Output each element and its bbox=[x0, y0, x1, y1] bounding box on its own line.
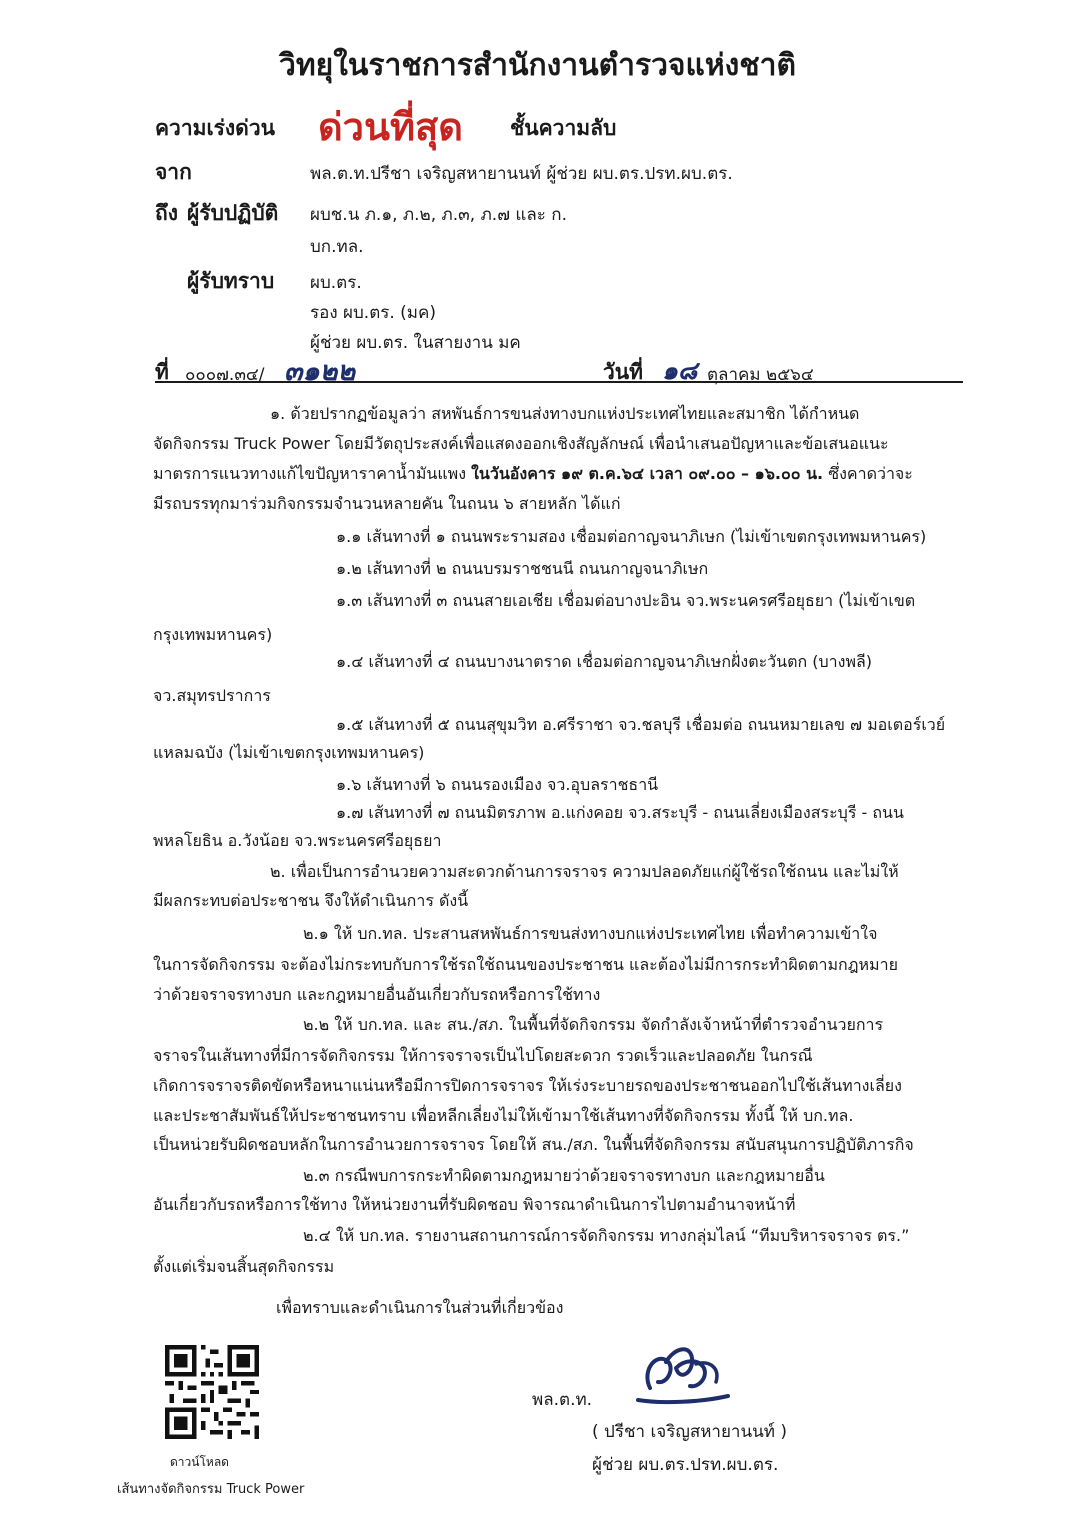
route-5-line1: ๑.๕ เส้นทางที่ ๕ ถนนสุขุมวิท อ.ศรีราชา จว.ชลบุรี เชื่อมต่อ ถนนหมายเลข ๗ มอเตอร์เวย์ bbox=[336, 715, 946, 734]
document-title: วิทยุในราชการสำนักงานตำรวจแห่งชาติ bbox=[279, 48, 796, 83]
urgency-stamp: ด่วนที่สุด bbox=[318, 104, 463, 149]
route-7-line2: พหลโยธิน อ.วังน้อย จว.พระนครศรีอยุธยา bbox=[153, 831, 442, 850]
header-divider bbox=[155, 381, 963, 383]
para1-line1: ๑. ด้วยปรากฏข้อมูลว่า สหพันธ์การขนส่งทางบกแห่งประเทศไทยและสมาชิก ได้กำหนด bbox=[270, 404, 860, 423]
para1-line3a: มาตรการแนวทางแก้ไขปัญหาราคาน้ำมันแพง bbox=[153, 464, 472, 483]
ref-prefix: ๐๐๐๗.๓๔/ bbox=[185, 365, 265, 385]
item-2-3-line1: ๒.๓ กรณีพบการกระทำผิดตามกฎหมายว่าด้วยจราจรทางบก และกฎหมายอื่น bbox=[303, 1166, 825, 1185]
date-month-year: ตุลาคม ๒๕๖๔ bbox=[707, 365, 814, 385]
handwritten-signature bbox=[632, 1338, 732, 1406]
recipient-label: ผู้รับทราบ bbox=[187, 269, 275, 293]
signer-position: ผู้ช่วย ผบ.ตร.ปรท.ผบ.ตร. bbox=[592, 1455, 779, 1475]
recipient-line2: รอง ผบ.ตร. (มค) bbox=[310, 303, 437, 323]
event-datetime: ในวันอังคาร ๑๙ ต.ค.๖๔ เวลา ๐๙.๐๐ – ๑๖.๐๐ น. bbox=[471, 464, 824, 483]
route-2: ๑.๒ เส้นทางที่ ๒ ถนนบรมราชชนนี ถนนกาญจนาภิเษก bbox=[336, 559, 709, 578]
from-value: พล.ต.ท.ปรีชา เจริญสหายานนท์ ผู้ช่วย ผบ.ตร.ปรท.ผบ.ตร. bbox=[310, 164, 733, 184]
item-2-1-line2: ในการจัดกิจกรรม จะต้องไม่กระทบกับการใช้รถใช้ถนนของประชาชน และต้องไม่มีการกระทำผิดตามกฎหมาย bbox=[153, 955, 898, 974]
item-2-1-line1: ๒.๑ ให้ บก.ทล. ประสานสหพันธ์การขนส่งทางบกแห่งประเทศไทย เพื่อทำความเข้าใจ bbox=[303, 924, 878, 943]
item-2-4-line1: ๒.๔ ให้ บก.ทล. รายงานสถานการณ์การจัดกิจกรรม ทางกลุ่มไลน์ “ทีมบริหารจราจร ตร.” bbox=[303, 1226, 910, 1245]
qr-caption-2: เส้นทางจัดกิจกรรม Truck Power bbox=[117, 1482, 305, 1497]
para1-line4: มีรถบรรทุกมาร่วมกิจกรรมจำนวนหลายคัน ในถนน ๖ สายหลัก ได้แก่ bbox=[153, 494, 621, 513]
qr-caption-1: ดาวน์โหลด bbox=[170, 1455, 229, 1469]
qr-code[interactable] bbox=[165, 1345, 259, 1439]
item-2-2-line3: เกิดการจราจรติดขัดหรือหนาแน่นหรือมีการปิดการจราจร ให้เร่งระบายรถของประชาชนออกไปใช้เส้นทางเลี่ยง bbox=[153, 1076, 902, 1095]
route-6: ๑.๖ เส้นทางที่ ๖ ถนนรองเมือง จว.อุบลราชธานี bbox=[336, 775, 659, 794]
para1-line3c: ซึ่งคาดว่าจะ bbox=[823, 464, 913, 483]
secrecy-label: ชั้นความลับ bbox=[510, 116, 617, 140]
para2-line2: มีผลกระทบต่อประชาชน จึงให้ดำเนินการ ดังนี้ bbox=[153, 891, 469, 910]
signer-rank: พล.ต.ท. bbox=[532, 1390, 593, 1410]
closing-line: เพื่อทราบและดำเนินการในส่วนที่เกี่ยวข้อง bbox=[276, 1298, 564, 1317]
date-day-handwritten: ๑๘ bbox=[662, 356, 698, 385]
route-1: ๑.๑ เส้นทางที่ ๑ ถนนพระรามสอง เชื่อมต่อกาญจนาภิเษก (ไม่เข้าเขตกรุงเทพมหานคร) bbox=[336, 527, 927, 546]
route-4-line1: ๑.๔ เส้นทางที่ ๔ ถนนบางนาตราด เชื่อมต่อกาญจนาภิเษกฝั่งตะวันตก (บางพลี) bbox=[336, 652, 873, 671]
ref-label: ที่ bbox=[155, 360, 169, 384]
item-2-2-line1: ๒.๒ ให้ บก.ทล. และ สน./สภ. ในพื้นที่จัดกิจกรรม จัดกำลังเจ้าหน้าที่ตำรวจอำนวยการ bbox=[303, 1015, 884, 1034]
para2-line1: ๒. เพื่อเป็นการอำนวยความสะดวกด้านการจราจร ความปลอดภัยแก่ผู้ใช้รถใช้ถนน และไม่ให้ bbox=[270, 862, 899, 881]
item-2-2-line5: เป็นหน่วยรับผิดชอบหลักในการอำนวยการจราจร โดยให้ สน./สภ. ในพื้นที่จัดกิจกรรม สนับสนุนการปฏิบัติภารกิจ bbox=[153, 1135, 914, 1154]
executor-line1: ผบช.น ภ.๑, ภ.๒, ภ.๓, ภ.๗ และ ก. bbox=[310, 205, 567, 225]
urgency-label: ความเร่งด่วน bbox=[155, 116, 275, 140]
executor-line2: บก.ทล. bbox=[310, 237, 364, 257]
from-label: จาก bbox=[155, 160, 192, 184]
route-3-line1: ๑.๓ เส้นทางที่ ๓ ถนนสายเอเชีย เชื่อมต่อบางปะอิน จว.พระนครศรีอยุธยา (ไม่เข้าเขต bbox=[336, 591, 916, 610]
recipient-line3: ผู้ช่วย ผบ.ตร. ในสายงาน มค bbox=[310, 333, 521, 353]
route-3-line2: กรุงเทพมหานคร) bbox=[153, 625, 273, 644]
para1-line2: จัดกิจกรรม Truck Power โดยมีวัตถุประสงค์เพื่อแสดงออกเชิงสัญลักษณ์ เพื่อนำเสนอปัญหาและข้อเสนอแนะ bbox=[153, 434, 889, 453]
item-2-3-line2: อันเกี่ยวกับรถหรือการใช้ทาง ให้หน่วยงานที่รับผิดชอบ พิจารณาดำเนินการไปตามอำนาจหน้าที่ bbox=[153, 1195, 796, 1214]
item-2-2-line4: และประชาสัมพันธ์ให้ประชาชนทราบ เพื่อหลีกเลี่ยงไม่ให้เข้ามาใช้เส้นทางที่จัดกิจกรรม ทั้งนี้ ให้ บก.ทล. bbox=[153, 1106, 854, 1125]
item-2-4-line2: ตั้งแต่เริ่มจนสิ้นสุดกิจกรรม bbox=[153, 1257, 335, 1276]
executor-label: ผู้รับปฏิบัติ bbox=[187, 201, 279, 225]
ref-number-handwritten: ๓๑๒๒ bbox=[284, 356, 356, 387]
recipient-line1: ผบ.ตร. bbox=[310, 273, 362, 293]
to-label: ถึง bbox=[155, 201, 178, 225]
route-7-line1: ๑.๗ เส้นทางที่ ๗ ถนนมิตรภาพ อ.แก่งคอย จว.สระบุรี - ถนนเลี่ยงเมืองสระบุรี - ถนน bbox=[336, 803, 904, 822]
item-2-2-line2: จราจรในเส้นทางที่มีการจัดกิจกรรม ให้การจราจรเป็นไปโดยสะดวก รวดเร็วและปลอดภัย ในกรณี bbox=[153, 1046, 813, 1065]
route-5-line2: แหลมฉบัง (ไม่เข้าเขตกรุงเทพมหานคร) bbox=[153, 743, 425, 762]
date-label: วันที่ bbox=[603, 360, 643, 384]
item-2-1-line3: ว่าด้วยจราจรทางบก และกฎหมายอื่นอันเกี่ยวกับรถหรือการใช้ทาง bbox=[153, 985, 601, 1004]
route-4-line2: จว.สมุทรปราการ bbox=[153, 686, 271, 705]
para1-line3 bbox=[153, 462, 913, 485]
signer-name: ( ปรีชา เจริญสหายานนท์ ) bbox=[592, 1422, 787, 1442]
